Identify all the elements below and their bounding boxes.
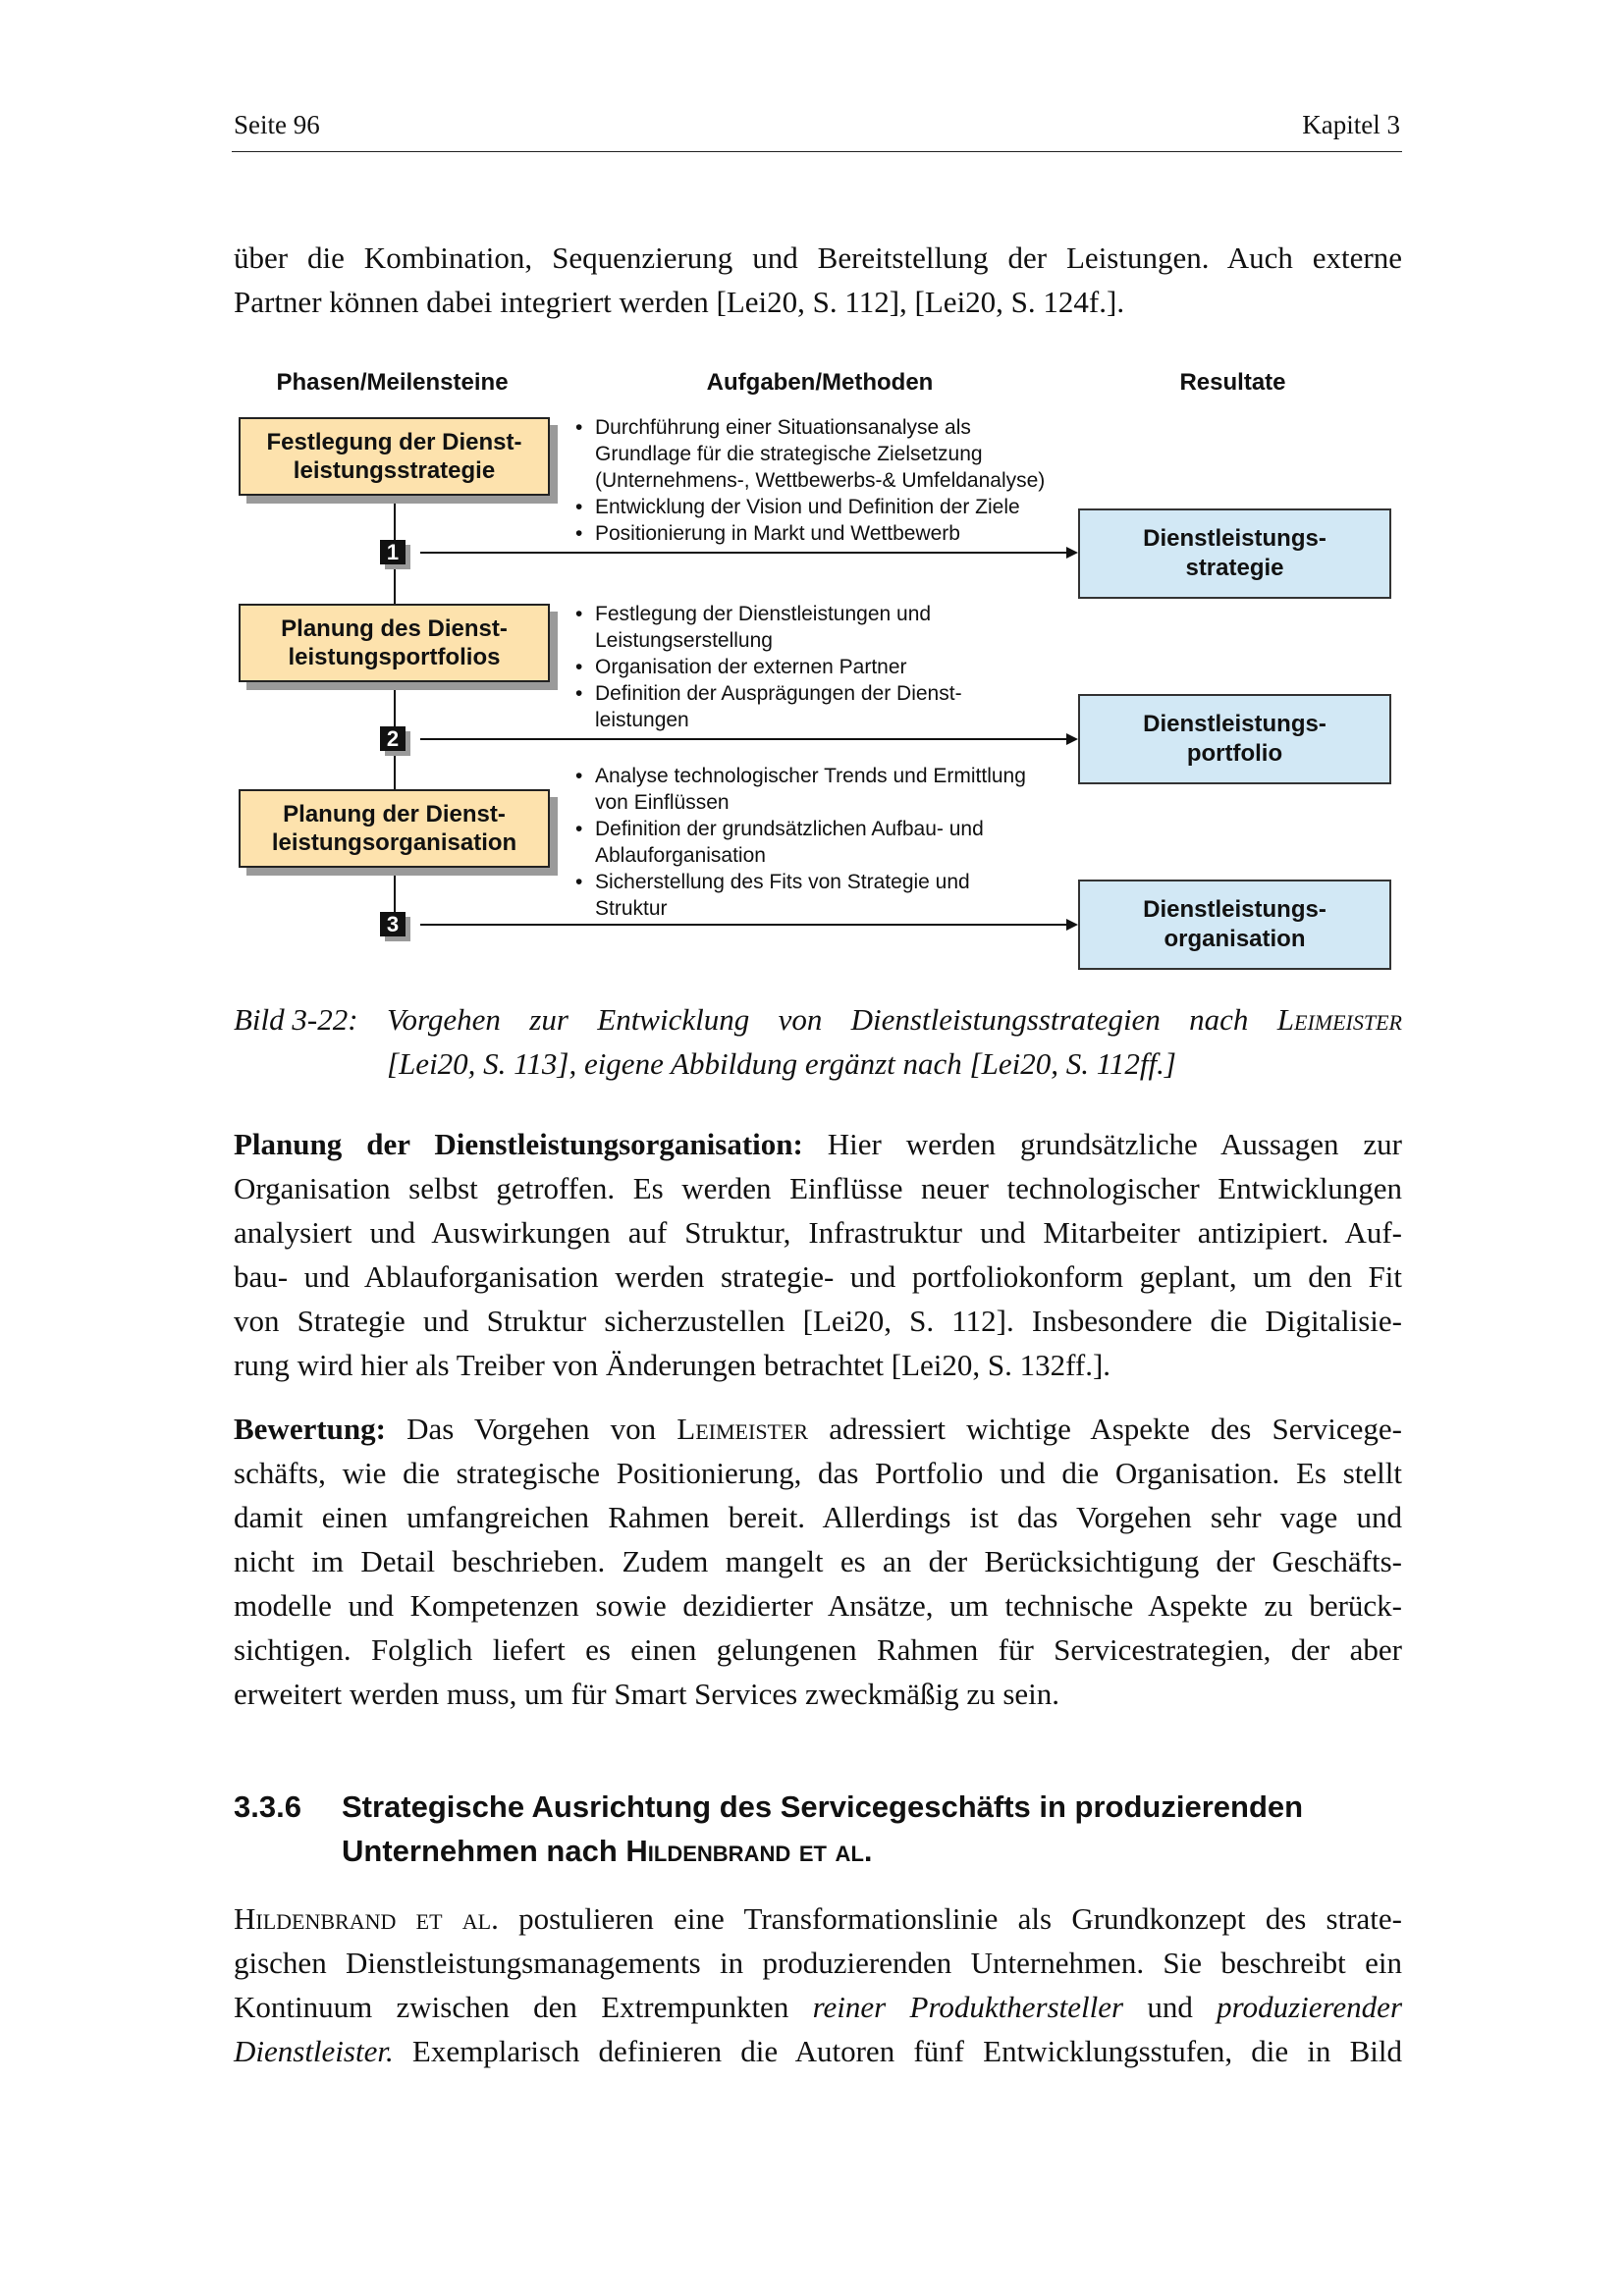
text-line: schäfts, wie die strategische Positionierung, das Portfolio und die Organisation. Es stellt [234, 1456, 1402, 1490]
text-line: modelle und Kompetenzen sowie dezidierter Ansätze, um technische Aspekte zu berück- [234, 1588, 1402, 1623]
result-title-line: portfolio [1186, 740, 1283, 767]
phase-box-portfolio [239, 604, 550, 682]
text-line: analysiert und Auswirkungen auf Struktur, Infrastruktur und Mitarbeiter antizipiert. Auf- [234, 1215, 1402, 1250]
paragraph-hildenbrand [234, 1896, 1402, 2073]
text-line [234, 1985, 1402, 2029]
result-title-line: Dienstleistungs- [1143, 525, 1326, 552]
result-title-line: Dienstleistungs- [1143, 896, 1326, 923]
task-item: • Organisation der externen Partner [573, 654, 976, 680]
text-line [234, 1896, 1402, 1941]
section-number: 3.3.6 [234, 1789, 301, 1824]
section-title-line: Strategische Ausrichtung des Servicegeschäfts in produzierenden [342, 1789, 1304, 1824]
text-line: Partner können dabei integriert werden [Lei20, S. 112], [Lei20, S. 124f.]. [234, 285, 1125, 319]
text-line [234, 1122, 1402, 1166]
arrow-to-result-2 [420, 738, 1068, 740]
phase-title-line: Festlegung der Dienst- [266, 429, 522, 455]
text-line: von Strategie und Struktur sicherzustellen [Lei20, S. 112]. Insbesondere die Digitalisie- [234, 1304, 1402, 1338]
task-item: • Analyse technologischer Trends und Ermittlung von Einflüssen [573, 763, 1045, 816]
task-item: • Festlegung der Dienstleistungen und Leistungserstellung [573, 601, 976, 654]
text-line: rung wird hier als Treiber von Änderungen betrachtet [Lei20, S. 132ff.]. [234, 1348, 1111, 1382]
paragraph-organisation [234, 1122, 1402, 1387]
text-span: Exemplarisch definieren die Autoren fünf Entwicklungsstufen, die in Bild [393, 2034, 1402, 2068]
task-item: • Sicherstellung des Fits von Strategie und Struktur [573, 869, 1027, 922]
phase-title-line: leistungsportfolios [288, 644, 501, 670]
author-name: Leimeister [677, 1412, 809, 1446]
result-box-strategy [1078, 508, 1391, 599]
column-header-results: Resultate [1179, 369, 1286, 396]
emphasis-text: produzierender [1217, 1990, 1403, 2024]
text-span: postulieren eine Transformationslinie als Grundkonzept des strate- [498, 1901, 1402, 1936]
section-title-author: Hildenbrand et al. [625, 1834, 873, 1868]
text-line: nicht im Detail beschrieben. Zudem mangelt es an der Berücksichtigung der Geschäfts- [234, 1544, 1402, 1578]
author-name: Hildenbrand et al. [234, 1901, 499, 1936]
caption-label: Bild 3-22: [234, 1002, 358, 1037]
arrow-to-result-3 [420, 924, 1068, 926]
paragraph-lead: Planung der Dienstleistungsorganisation: [234, 1127, 803, 1161]
page-number: Seite 96 [234, 110, 320, 139]
process-figure [0, 0, 1624, 982]
paragraph-lead: Bewertung: [234, 1412, 386, 1446]
text-span: Kontinuum zwischen den Extrempunkten [234, 1990, 813, 2024]
text-line: gischen Dienstleistungsmanagements in produzierenden Unternehmen. Sie beschreibt ein [234, 1946, 1402, 1980]
caption-author: Leimeister [1276, 1002, 1402, 1037]
text-line: erweitert werden muss, um für Smart Services zweckmäßig zu sein. [234, 1677, 1060, 1711]
phase-title-line: leistungsstrategie [293, 457, 496, 484]
text-line: über die Kombination, Sequenzierung und Bereitstellung der Leistungen. Auch externe [234, 240, 1402, 275]
task-item: • Definition der Ausprägungen der Dienst-leistungen [573, 680, 976, 733]
result-title-line: strategie [1185, 555, 1284, 581]
emphasis-text: Dienstleister. [234, 2034, 394, 2068]
column-header-tasks: Aufgaben/Methoden [706, 369, 934, 396]
caption-line [387, 997, 1402, 1041]
text-span: Das Vorgehen von [385, 1412, 677, 1446]
caption-line: [Lei20, S. 113], eigene Abbildung ergänzt nach [Lei20, S. 112ff.] [387, 1046, 1176, 1081]
caption-text: Vorgehen zur Entwicklung von Dienstleistungsstrategien nach [387, 1002, 1277, 1037]
emphasis-text: reiner Produkthersteller [812, 1990, 1124, 2024]
result-box-portfolio [1078, 694, 1391, 784]
text-line [234, 2029, 1402, 2073]
task-item: • Entwicklung der Vision und Definition der Ziele [573, 494, 1084, 520]
section-title-line [342, 1829, 1422, 1873]
text-line: damit einen umfangreichen Rahmen bereit. Allerdings ist das Vorgehen sehr vage und [234, 1500, 1402, 1534]
text-line: sichtigen. Folglich liefert es einen gelungenen Rahmen für Servicestrategien, der aber [234, 1632, 1402, 1667]
text-line: bau- und Ablauforganisation werden strategie- und portfoliokonform geplant, um den Fit [234, 1259, 1402, 1294]
timeline-spine [394, 867, 396, 912]
task-item: • Durchführung einer Situationsanalyse als Grundlage für die strategische Zielsetzung (Unternehmens-, Wettbewerbs-& Umfeldanalyse) [573, 414, 1066, 494]
task-list-portfolio [573, 601, 976, 733]
phase-box-strategy [239, 417, 550, 496]
milestone-marker-3: 3 [380, 912, 406, 936]
text-span: adressiert wichtige Aspekte des Servicege- [808, 1412, 1402, 1446]
text-span: und [1123, 1990, 1218, 2024]
text-line [234, 1407, 1402, 1451]
section-title-text: Unternehmen nach [342, 1834, 626, 1868]
phase-title-line: Planung des Dienst- [281, 615, 508, 642]
text-line: Organisation selbst getroffen. Es werden Einflüsse neuer technologischer Entwicklungen [234, 1171, 1402, 1205]
column-header-phases: Phasen/Meilensteine [276, 369, 509, 396]
task-list-strategy [573, 414, 1084, 547]
result-title-line: Dienstleistungs- [1143, 711, 1326, 737]
result-box-organisation [1078, 880, 1391, 970]
text-span: Hier werden grundsätzliche Aussagen zur [802, 1127, 1402, 1161]
milestone-marker-1: 1 [380, 540, 406, 564]
task-item: • Positionierung in Markt und Wettbewerb [573, 520, 1084, 547]
task-item: • Definition der grundsätzlichen Aufbau- und Ablauforganisation [573, 816, 1027, 869]
phase-title-line: Planung der Dienst- [283, 801, 506, 828]
milestone-marker-2: 2 [380, 726, 406, 751]
chapter-label: Kapitel 3 [1302, 110, 1400, 139]
paragraph-evaluation [234, 1407, 1402, 1716]
result-title-line: organisation [1164, 926, 1306, 952]
arrow-to-result-1 [420, 552, 1068, 554]
phase-box-organisation [239, 789, 550, 868]
phase-title-line: leistungsorganisation [271, 829, 517, 856]
task-list-organisation [573, 763, 1045, 922]
